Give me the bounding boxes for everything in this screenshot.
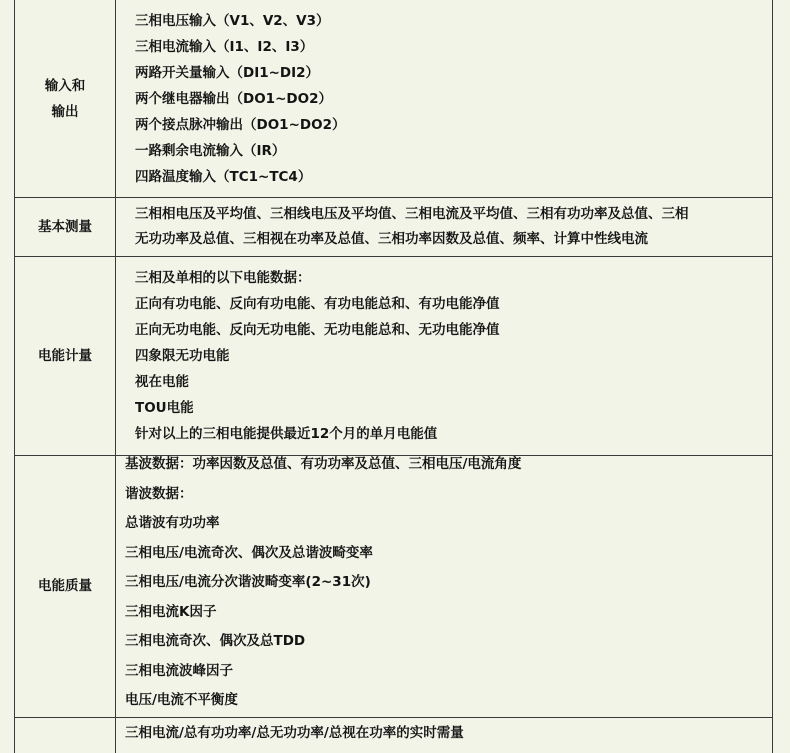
row-content-io: [135, 8, 762, 190]
spec-line: 电压/电流不平衡度: [125, 692, 238, 708]
spec-table: [14, 0, 773, 753]
spec-line: 总谐波有功功率: [125, 515, 220, 531]
spec-line: 三相电流K因子: [125, 603, 217, 620]
row-label-power-quality: [15, 455, 115, 717]
row-label-io: [15, 0, 115, 197]
row-content-power-quality: [125, 450, 762, 716]
row-content-basic-measurement: [135, 202, 762, 252]
spec-line: 三相电流/总有功功率/总无功功率/总视在功率的实时需量: [125, 725, 464, 741]
row-label-line: 电能质量: [38, 578, 92, 594]
spec-line: 一路剩余电流输入（IR）: [135, 143, 286, 159]
spec-line: 三相相电压及平均值、三相线电压及平均值、三相电流及平均值、三相有功功率及总值、三相: [135, 206, 689, 222]
spec-line: 两个继电器输出（DO1~DO2）: [135, 91, 332, 107]
row-content-demand: [125, 720, 762, 746]
spec-line: 三相电压输入（V1、V2、V3）: [135, 13, 330, 29]
spec-line: 三相电压/电流分次谐波畸变率(2~31次): [125, 574, 371, 590]
spec-line: 谐波数据：: [125, 485, 193, 502]
row-divider: [15, 256, 772, 257]
spec-line: 两个接点脉冲输出（DO1~DO2）: [135, 117, 346, 133]
spec-line: 基波数据：功率因数及总值、有功功率及总值、三相电压/电流角度: [125, 456, 522, 472]
spec-line: 三相电压/电流奇次、偶次及总谐波畸变率: [125, 544, 373, 561]
spec-line: 三相电流波峰因子: [125, 662, 233, 679]
spec-line: 三相电流输入（I1、I2、I3）: [135, 39, 314, 55]
row-divider: [15, 197, 772, 198]
row-label-line: 输入和: [44, 77, 86, 94]
row-label-energy-metering: [15, 256, 115, 455]
spec-line: 两路开关量输入（DI1~DI2）: [135, 65, 320, 81]
row-content-energy-metering: [135, 265, 762, 447]
spec-line: 视在电能: [135, 374, 189, 390]
column-divider: [115, 0, 116, 753]
spec-line: 无功功率及总值、三相视在功率及总值、三相功率因数及总值、频率、计算中性线电流: [135, 231, 648, 247]
spec-line: 四路温度输入（TC1~TC4）: [135, 169, 312, 185]
spec-line: 针对以上的三相电能提供最近12个月的单月电能值: [135, 426, 438, 442]
spec-line: 正向有功电能、反向有功电能、有功电能总和、有功电能净值: [135, 296, 500, 312]
row-label-basic-measurement: [15, 197, 115, 256]
row-label-line: 电能计量: [38, 347, 92, 364]
spec-line: 三相及单相的以下电能数据：: [135, 270, 311, 286]
row-label-line: 基本测量: [38, 218, 92, 235]
row-label-line: 输出: [51, 103, 79, 120]
spec-line: 四象限无功电能: [135, 348, 230, 364]
row-divider: [15, 717, 772, 718]
spec-line: 正向无功电能、反向无功电能、无功电能总和、无功电能净值: [135, 322, 500, 338]
spec-line: 三相电流奇次、偶次及总TDD: [125, 633, 306, 649]
spec-line: TOU电能: [135, 400, 194, 416]
